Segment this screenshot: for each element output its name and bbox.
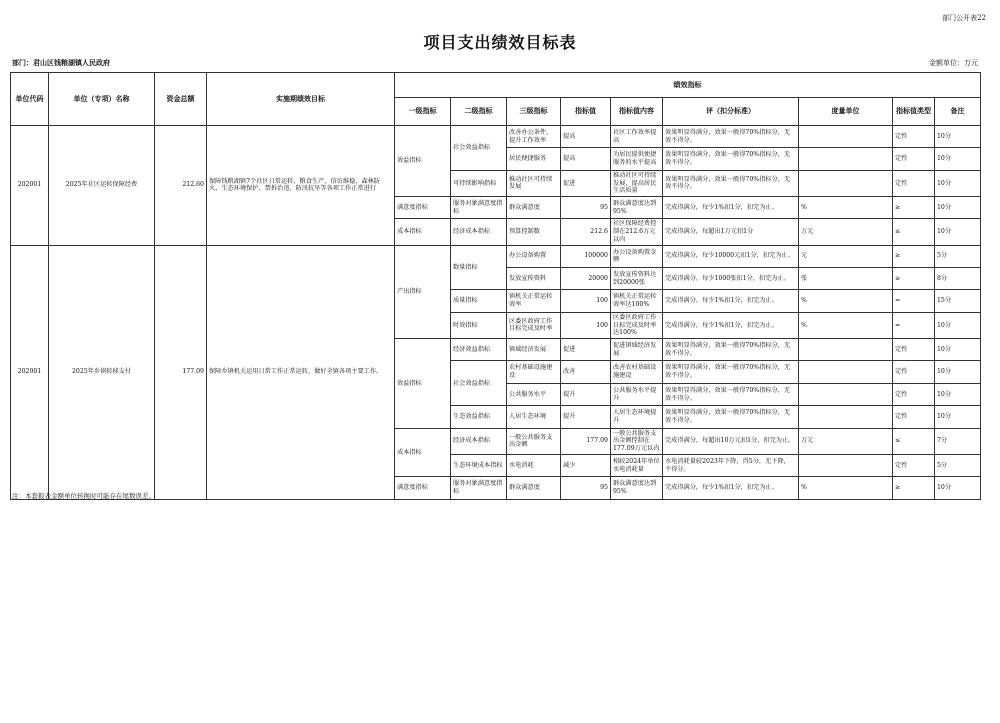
measure-unit xyxy=(799,406,893,428)
remark: 15分 xyxy=(935,290,981,312)
amount-unit-label: 金额单位：万元 xyxy=(929,59,978,67)
indicator-content: 群众满意度达到95% xyxy=(611,477,663,499)
indicator-value: 100000 xyxy=(561,245,611,267)
level1-indicator: 效益指标 xyxy=(395,126,451,197)
indicator-content: 为居民提供便捷服务的水平提高 xyxy=(611,148,663,170)
header-remark: 备注 xyxy=(935,98,981,126)
level1-indicator: 产出指标 xyxy=(395,245,451,338)
department-label: 部门：君山区钱粮湖镇人民政府 xyxy=(12,58,110,67)
value-type: ≥ xyxy=(893,477,935,499)
indicator-content: 一般公共服务支出金额控制在177.09万元以内 xyxy=(611,428,663,454)
remark: 10分 xyxy=(935,339,981,361)
measure-unit xyxy=(799,361,893,383)
indicator-value: 100 xyxy=(561,290,611,312)
level2-indicator: 社会效益指标 xyxy=(451,126,507,171)
level3-indicator: 发放宣传资料 xyxy=(507,268,561,290)
level3-indicator: 推动社区可持续发展 xyxy=(507,170,561,196)
header-value: 指标值 xyxy=(561,98,611,126)
project-name: 2025年乡镇转移支付 xyxy=(49,245,155,499)
scoring-standard: 完成得满分，每少1000张扣1分，扣完为止。 xyxy=(663,268,799,290)
unit-code: 202001 xyxy=(11,245,49,499)
value-type: ≤ xyxy=(893,428,935,454)
level2-indicator: 质量指标 xyxy=(451,290,507,312)
header-value-type: 指标值类型 xyxy=(893,98,935,126)
performance-goal: 保障钱粮湖镇7个社区日常运转，粮食生产、信访维稳、森林防火、生态环境保护、禁拆治违、防汛抗旱等各项工作正常进行 xyxy=(207,126,395,246)
indicator-content: 相较2024年单位水电消耗量 xyxy=(611,454,663,476)
header-goal: 实施期绩效目标 xyxy=(207,73,395,126)
remark: 10分 xyxy=(935,148,981,170)
value-type: = xyxy=(893,290,935,312)
measure-unit xyxy=(799,383,893,405)
level3-indicator: 居民便捷服务 xyxy=(507,148,561,170)
level1-indicator: 满意度指标 xyxy=(395,477,451,499)
measure-unit xyxy=(799,454,893,476)
remark: 10分 xyxy=(935,361,981,383)
indicator-value: 提升 xyxy=(561,406,611,428)
page-title: 项目支出绩效目标表 xyxy=(423,33,577,52)
indicator-content: 镇机关正常运转效率达100% xyxy=(611,290,663,312)
indicator-content: 发放宣传资料达到20000张 xyxy=(611,268,663,290)
performance-goal: 保障乡镇机关运用日常工作正常运转，做好全镇各项主要工作。 xyxy=(207,245,395,499)
remark: 7分 xyxy=(935,428,981,454)
measure-unit: 张 xyxy=(799,268,893,290)
indicator-content: 人居生态环境提升 xyxy=(611,406,663,428)
indicator-value: 减少 xyxy=(561,454,611,476)
value-type: 定性 xyxy=(893,148,935,170)
indicator-value: 95 xyxy=(561,477,611,499)
scoring-standard: 效果明显得满分，效果一般得70%指标分，无效不得分。 xyxy=(663,170,799,196)
value-type: 定性 xyxy=(893,339,935,361)
total-funds: 212.60 xyxy=(155,126,207,246)
measure-unit: % xyxy=(799,197,893,219)
level2-indicator: 经济成本指标 xyxy=(451,428,507,454)
header-level3: 三级指标 xyxy=(507,98,561,126)
remark: 10分 xyxy=(935,477,981,499)
level3-indicator: 镇机关正常运转效率 xyxy=(507,290,561,312)
indicator-content: 促进镇域经济发展 xyxy=(611,339,663,361)
level3-indicator: 群众满意度 xyxy=(507,477,561,499)
indicator-content: 群众满意度达到95% xyxy=(611,197,663,219)
remark: 10分 xyxy=(935,197,981,219)
indicator-content: 社区工作效率提高 xyxy=(611,126,663,148)
indicator-value: 20000 xyxy=(561,268,611,290)
remark: 10分 xyxy=(935,312,981,338)
header-project-name: 单位（专项）名称 xyxy=(49,73,155,126)
indicator-value: 提升 xyxy=(561,383,611,405)
indicator-value: 促进 xyxy=(561,339,611,361)
value-type: ≥ xyxy=(893,197,935,219)
level1-indicator: 成本指标 xyxy=(395,219,451,245)
measure-unit xyxy=(799,148,893,170)
level3-indicator: 办公设备购置 xyxy=(507,245,561,267)
level2-indicator: 服务对象满意度指标 xyxy=(451,197,507,219)
level3-indicator: 预算控制数 xyxy=(507,219,561,245)
scoring-standard: 完成得满分，每少1%扣1分，扣完为止。 xyxy=(663,290,799,312)
header-unit-code: 单位代码 xyxy=(11,73,49,126)
remark: 10分 xyxy=(935,126,981,148)
footnote: 注：本套报表金额单位转换时可能存在尾数误差。 xyxy=(12,492,155,500)
level2-indicator: 经济效益指标 xyxy=(451,339,507,361)
scoring-standard: 效果明显得满分，效果一般得70%指标分，无效不得分。 xyxy=(663,126,799,148)
level3-indicator: 区委区政府工作目标完成及时率 xyxy=(507,312,561,338)
level3-indicator: 群众满意度 xyxy=(507,197,561,219)
indicator-content: 改善农村基础设施建设 xyxy=(611,361,663,383)
remark: 5分 xyxy=(935,245,981,267)
indicator-content: 办公设备购置金额 xyxy=(611,245,663,267)
indicator-value: 212.6 xyxy=(561,219,611,245)
level2-indicator: 生态效益指标 xyxy=(451,406,507,428)
scoring-standard: 效果明显得满分，效果一般得70%指标分，无效不得分。 xyxy=(663,361,799,383)
level2-indicator: 社会效益指标 xyxy=(451,361,507,406)
value-type: ≥ xyxy=(893,245,935,267)
scoring-standard: 水电消耗量较2023年下降，得5分，无下降，不得分。 xyxy=(663,454,799,476)
measure-unit: 元 xyxy=(799,245,893,267)
remark: 10分 xyxy=(935,406,981,428)
scoring-standard: 完成得满分，每少10000元扣1分，扣完为止。 xyxy=(663,245,799,267)
indicator-value: 改善 xyxy=(561,361,611,383)
indicator-value: 促进 xyxy=(561,170,611,196)
measure-unit: % xyxy=(799,477,893,499)
measure-unit: 万元 xyxy=(799,428,893,454)
scoring-standard: 完成得满分，每少1%扣1分，扣完为止。 xyxy=(663,312,799,338)
level2-indicator: 可持续影响指标 xyxy=(451,170,507,196)
scoring-standard: 完成得满分，每超出1万元扣1分 xyxy=(663,219,799,245)
indicator-value: 提高 xyxy=(561,148,611,170)
level1-indicator: 效益指标 xyxy=(395,339,451,429)
value-type: 定性 xyxy=(893,170,935,196)
measure-unit: % xyxy=(799,290,893,312)
value-type: ≥ xyxy=(893,268,935,290)
value-type: ≤ xyxy=(893,219,935,245)
level3-indicator: 公共服务水平 xyxy=(507,383,561,405)
indicator-content: 推动社区可持续发展，提高居民生活质量 xyxy=(611,170,663,196)
header-level2: 二级指标 xyxy=(451,98,507,126)
table-number-label: 部门公开表22 xyxy=(942,14,986,22)
indicator-value: 提高 xyxy=(561,126,611,148)
header-scoring: 评（扣分标准） xyxy=(663,98,799,126)
measure-unit xyxy=(799,126,893,148)
remark: 10分 xyxy=(935,383,981,405)
indicator-content: 区委区政府工作目标完成及时率达100% xyxy=(611,312,663,338)
measure-unit xyxy=(799,339,893,361)
scoring-standard: 完成得满分，每少1%扣1分，扣完为止。 xyxy=(663,477,799,499)
header-level1: 一级指标 xyxy=(395,98,451,126)
indicator-content: 社区保障经费控制在212.6万元以内 xyxy=(611,219,663,245)
scoring-standard: 效果明显得满分，效果一般得70%指标分，无效不得分。 xyxy=(663,406,799,428)
unit-code: 202001 xyxy=(11,126,49,246)
level2-indicator: 时效指标 xyxy=(451,312,507,338)
performance-table xyxy=(10,72,981,500)
measure-unit: 万元 xyxy=(799,219,893,245)
indicator-value: 177.09 xyxy=(561,428,611,454)
measure-unit: % xyxy=(799,312,893,338)
level2-indicator: 生态环境成本指标 xyxy=(451,454,507,476)
value-type: 定性 xyxy=(893,126,935,148)
value-type: 定性 xyxy=(893,383,935,405)
value-type: = xyxy=(893,312,935,338)
level2-indicator: 数量指标 xyxy=(451,245,507,290)
value-type: 定性 xyxy=(893,454,935,476)
scoring-standard: 效果明显得满分，效果一般得70%指标分，无效不得分。 xyxy=(663,148,799,170)
table-row xyxy=(11,126,981,148)
indicator-value: 100 xyxy=(561,312,611,338)
level2-indicator: 服务对象满意度指标 xyxy=(451,477,507,499)
level3-indicator: 农村基础设施建设 xyxy=(507,361,561,383)
indicator-value: 95 xyxy=(561,197,611,219)
table-row xyxy=(11,245,981,267)
header-performance: 绩效指标 xyxy=(395,73,981,98)
header-content: 指标值内容 xyxy=(611,98,663,126)
level3-indicator: 改善办公条件，提升工作效率 xyxy=(507,126,561,148)
header-total-funds: 资金总额 xyxy=(155,73,207,126)
indicator-content: 公共服务水平提升 xyxy=(611,383,663,405)
level2-indicator: 经济成本指标 xyxy=(451,219,507,245)
level1-indicator: 成本指标 xyxy=(395,428,451,477)
scoring-standard: 效果明显得满分，效果一般得70%指标分，无效不得分。 xyxy=(663,383,799,405)
level3-indicator: 水电消耗 xyxy=(507,454,561,476)
scoring-standard: 效果明显得满分，效果一般得70%指标分，无效不得分。 xyxy=(663,339,799,361)
header-measure-unit: 度量单位 xyxy=(799,98,893,126)
scoring-standard: 完成得满分，每少1%扣1分，扣完为止。 xyxy=(663,197,799,219)
project-name: 2025年社区运转保障经费 xyxy=(49,126,155,246)
level3-indicator: 镇域经济发展 xyxy=(507,339,561,361)
remark: 10分 xyxy=(935,170,981,196)
level3-indicator: 人居生态环境 xyxy=(507,406,561,428)
total-funds: 177.09 xyxy=(155,245,207,499)
remark: 8分 xyxy=(935,268,981,290)
level3-indicator: 一般公共服务支出金额 xyxy=(507,428,561,454)
level1-indicator: 满意度指标 xyxy=(395,197,451,219)
value-type: 定性 xyxy=(893,406,935,428)
value-type: 定性 xyxy=(893,361,935,383)
scoring-standard: 完成得满分，每超出10万元扣1分，扣完为止。 xyxy=(663,428,799,454)
remark: 5分 xyxy=(935,454,981,476)
measure-unit xyxy=(799,170,893,196)
remark: 10分 xyxy=(935,219,981,245)
